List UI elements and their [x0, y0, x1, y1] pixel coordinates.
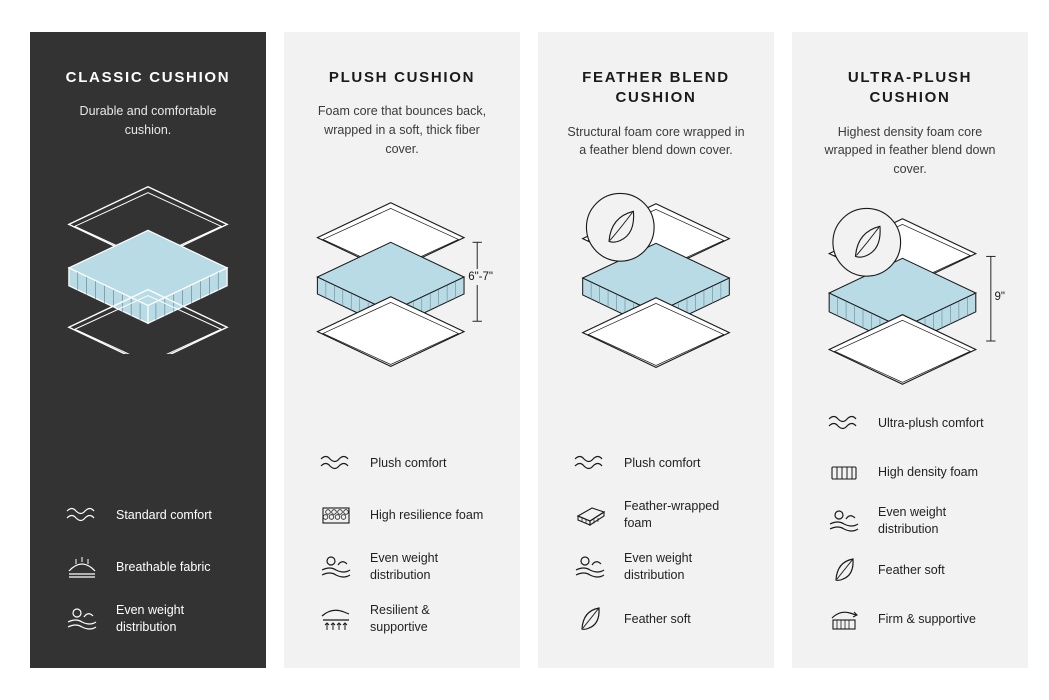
waves-icon: [62, 498, 102, 532]
card-title: FEATHER BLEND CUSHION: [582, 69, 730, 107]
cushion-diagram: [562, 174, 750, 384]
feature-label: Even weight distribution: [624, 551, 693, 582]
feature-item: [308, 446, 496, 480]
feature-item: [54, 550, 242, 584]
feature-label: Plush comfort: [370, 455, 447, 470]
layered-cushion-illustration: [562, 179, 750, 379]
feature-item: [562, 602, 750, 636]
feature-list: [816, 406, 1004, 648]
feature-list: [54, 498, 242, 648]
card-description: Structural foam core wrapped in a feather blend down cover.: [567, 124, 745, 158]
feature-list: [562, 446, 750, 648]
cushion-diagram: [308, 173, 496, 383]
honeycomb-foam-icon: [316, 498, 356, 532]
feature-item: [54, 602, 242, 636]
weight-distribution-icon: [570, 550, 610, 584]
feature-item: [54, 498, 242, 532]
card-description: Highest density foam core wrapped in feather blend down cover.: [824, 124, 996, 176]
feature-list: [308, 446, 496, 648]
feature-label: Even weight distribution: [116, 603, 185, 634]
weight-distribution-icon: [316, 550, 356, 584]
feature-label: Even weight distribution: [878, 505, 947, 536]
feature-item: [562, 498, 750, 532]
feature-label: High resilience foam: [370, 507, 484, 522]
feature-item: [816, 455, 1004, 489]
waves-icon: [570, 446, 610, 480]
wrapped-foam-icon: [570, 498, 610, 532]
feature-label: Ultra-plush comfort: [878, 415, 984, 430]
feature-label: Breathable fabric: [116, 559, 211, 574]
feature-item: [308, 498, 496, 532]
feature-label: High density foam: [878, 464, 979, 479]
breathable-fabric-icon: [62, 550, 102, 584]
weight-distribution-icon: [824, 504, 864, 538]
card-title: PLUSH CUSHION: [328, 69, 476, 86]
feature-item: [562, 446, 750, 480]
feature-label: Feather soft: [624, 611, 691, 626]
feature-label: Firm & supportive: [878, 611, 976, 626]
feature-label: Plush comfort: [624, 455, 701, 470]
height-label: 9": [994, 290, 1005, 303]
feature-label: Feather-wrapped foam: [624, 499, 720, 530]
feature-label: Even weight distribution: [370, 551, 439, 582]
feature-item: [562, 550, 750, 584]
feature-item: [308, 550, 496, 584]
card-feather-blend-cushion: [538, 32, 774, 668]
card-title: ULTRA-PLUSH CUSHION: [847, 69, 973, 107]
card-classic-cushion: [30, 32, 266, 668]
waves-icon: [316, 446, 356, 480]
feature-item: [308, 602, 496, 636]
card-description: Foam core that bounces back, wrapped in a soft, thick fiber cover.: [317, 104, 487, 156]
feather-icon: [824, 553, 864, 587]
feature-item: [816, 553, 1004, 587]
cushion-diagram: [816, 193, 1004, 396]
feather-icon: [570, 602, 610, 636]
waves-icon: [824, 406, 864, 440]
card-title: CLASSIC CUSHION: [65, 69, 231, 86]
card-ultra-plush-cushion: [792, 32, 1028, 668]
feature-item: [816, 504, 1004, 538]
feature-label: Standard comfort: [116, 507, 212, 522]
height-label: 6"-7": [468, 270, 493, 283]
weight-distribution-icon: [62, 602, 102, 636]
layered-cushion-illustration: [54, 164, 242, 354]
layered-cushion-illustration: [816, 194, 1004, 394]
feature-item: [816, 406, 1004, 440]
support-arrows-icon: [316, 602, 356, 636]
feature-item: [816, 602, 1004, 636]
feature-label: Feather soft: [878, 562, 945, 577]
cushion-diagram: [54, 154, 242, 364]
feature-label: Resilient & supportive: [370, 603, 430, 634]
firm-support-icon: [824, 602, 864, 636]
card-plush-cushion: [284, 32, 520, 668]
card-description: Durable and comfortable cushion.: [79, 104, 217, 137]
density-foam-icon: [824, 455, 864, 489]
